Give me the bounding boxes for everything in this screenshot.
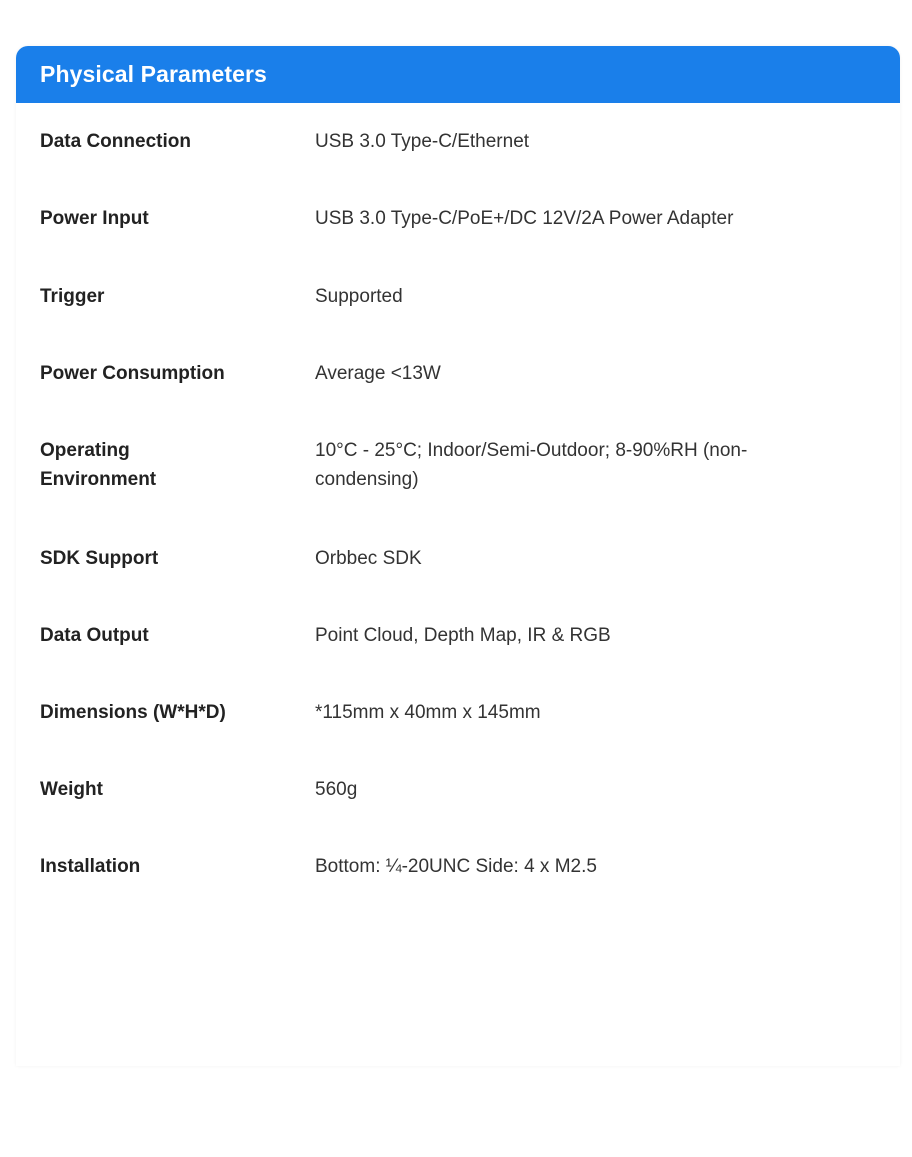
card-header [16,46,900,103]
param-label: Data Output [40,625,149,646]
param-label: Installation [40,856,141,877]
param-value: USB 3.0 Type-C/PoE+/DC 12V/2A Power Adapter [315,208,734,229]
physical-parameters-card [16,46,900,1066]
param-value: 560g [315,779,358,800]
param-label: Data Connection [40,131,191,152]
param-label: Trigger [40,286,105,307]
param-value: Average <13W [315,363,441,384]
param-row-power-consumption [40,359,880,388]
param-label: Operating Environment [40,440,157,490]
param-value: 10°C - 25°C; Indoor/Semi-Outdoor; 8-90%RH (non-condensing) [315,440,748,490]
param-row-installation [40,852,880,881]
param-value: Bottom: ¼-20UNC Side: 4 x M2.5 [315,856,597,877]
param-value: USB 3.0 Type-C/Ethernet [315,131,530,152]
param-row-power-input [40,204,880,233]
param-value: Point Cloud, Depth Map, IR & RGB [315,625,611,646]
param-label: Power Consumption [40,363,225,384]
param-label: SDK Support [40,548,159,569]
param-label: Dimensions (W*H*D) [40,702,226,723]
param-row-operating-environment [40,436,880,494]
param-label: Power Input [40,208,149,229]
card-title: Physical Parameters [40,61,267,87]
param-row-weight [40,775,880,804]
param-value: *115mm x 40mm x 145mm [315,702,541,723]
param-row-trigger [40,282,880,311]
param-row-data-connection [40,127,880,156]
param-value: Orbbec SDK [315,548,422,569]
param-row-data-output [40,621,880,650]
param-label: Weight [40,779,103,800]
param-row-dimensions [40,698,880,727]
param-row-sdk-support [40,544,880,573]
param-value: Supported [315,286,403,307]
